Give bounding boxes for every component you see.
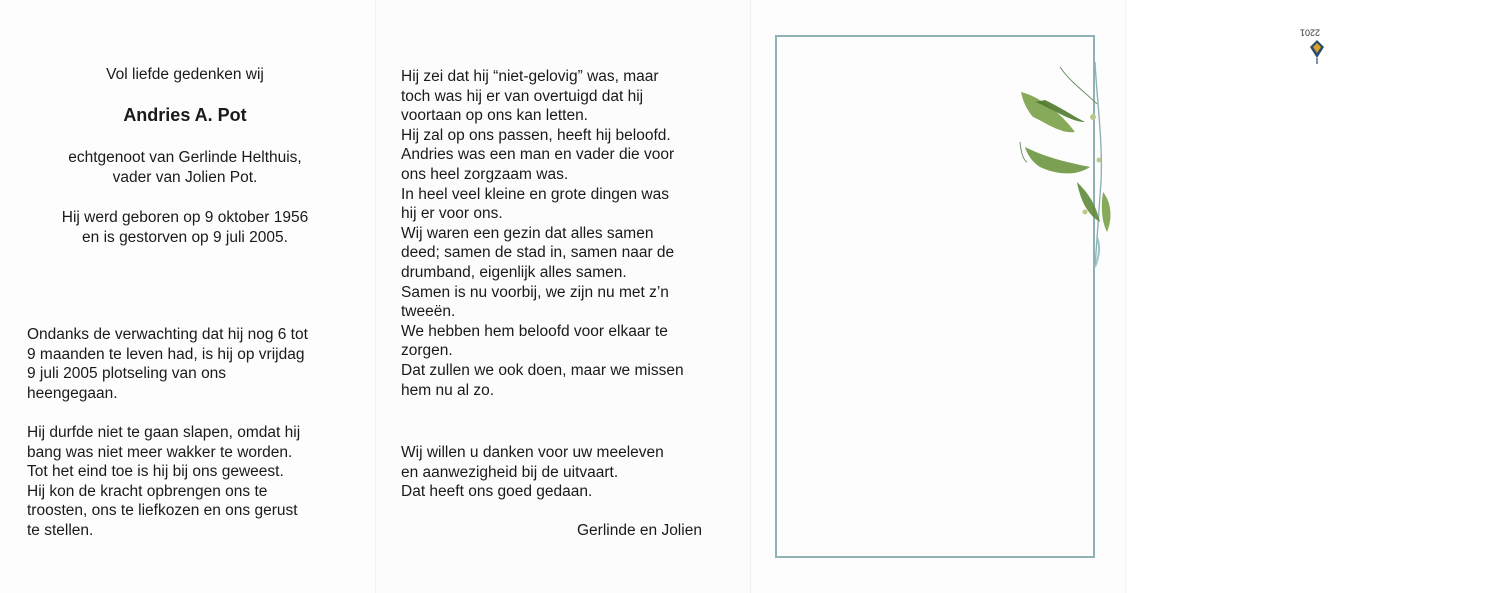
thanks-line: en aanwezigheid bij de uitvaart.	[401, 463, 619, 481]
poem-line: Samen is nu voorbij, we zijn nu met z’n	[401, 283, 669, 301]
story-line: heengegaan.	[27, 384, 118, 402]
poem-line: hij er voor ons.	[401, 205, 503, 223]
story-text	[27, 325, 308, 541]
story-line: 9 maanden te leven had, is hij op vrijdag	[27, 345, 305, 363]
dates-line: en is gestorven op 9 juli 2005.	[82, 228, 288, 246]
relation-text	[0, 148, 370, 187]
thanks-text	[401, 443, 664, 502]
poem-line: Dat zullen we ook doen, maar we missen	[401, 361, 684, 379]
relation-line: echtgenoot van Gerlinde Helthuis,	[68, 149, 302, 166]
poem-text	[401, 67, 684, 400]
dates-line: Hij werd geboren op 9 oktober 1956	[61, 209, 309, 226]
story-line: Hij durfde niet te gaan slapen, omdat hij	[27, 423, 301, 441]
poem-line: deed; samen de stad in, samen naar de	[401, 244, 675, 262]
story-line: troosten, ons te liefkozen en ons gerust	[27, 502, 298, 520]
thanks-line: Wij willen u danken voor uw meeleven	[401, 444, 664, 461]
story-line: bang was niet meer wakker te worden.	[27, 443, 293, 461]
poem-line: zorgen.	[401, 342, 453, 360]
back-panel	[1125, 0, 1500, 593]
story-line: Ondanks de verwachting dat hij nog 6 tot	[27, 326, 308, 343]
paragraph-gap	[27, 403, 308, 423]
poem-line: ons heel zorgzaam was.	[401, 165, 569, 183]
deceased-name: Andries A. Pot	[123, 105, 247, 125]
story-line: Tot het eind toe is hij bij ons geweest.	[27, 463, 284, 481]
poem-line: Hij zal op ons passen, heeft hij beloofd.	[401, 126, 671, 144]
thanks-line: Dat heeft ons goed gedaan.	[401, 483, 593, 501]
relation-line: vader van Jolien Pot.	[112, 168, 258, 186]
poem-line: hem nu al zo.	[401, 381, 495, 399]
story-line: 9 juli 2005 plotseling van ons	[27, 365, 227, 383]
poem-line: tweeën.	[401, 303, 456, 321]
story-line: Hij kon de kracht opbrengen ons te	[27, 482, 268, 500]
poem-line: Hij zei dat hij “niet-gelovig” was, maar	[401, 68, 659, 85]
signature: Gerlinde en Jolien	[577, 522, 702, 539]
poem-line: Andries was een man en vader die voor	[401, 146, 675, 164]
poem-line: We hebben hem beloofd voor elkaar te	[401, 322, 668, 340]
intro-text: Vol liefde gedenken wij	[106, 66, 264, 83]
poem-line: Wij waren een gezin dat alles samen	[401, 224, 654, 242]
dates-text	[0, 208, 370, 247]
vine-leaves-illustration	[1015, 62, 1115, 272]
story-line: te stellen.	[27, 521, 94, 539]
print-code: 2201	[1300, 27, 1321, 38]
printer-logo-icon	[1309, 40, 1325, 64]
poem-line: In heel veel kleine en grote dingen was	[401, 185, 669, 203]
poem-line: drumband, eigenlijk alles samen.	[401, 263, 627, 281]
poem-line: toch was hij er van overtuigd dat hij	[401, 87, 644, 105]
poem-line: voortaan op ons kan letten.	[401, 107, 588, 125]
